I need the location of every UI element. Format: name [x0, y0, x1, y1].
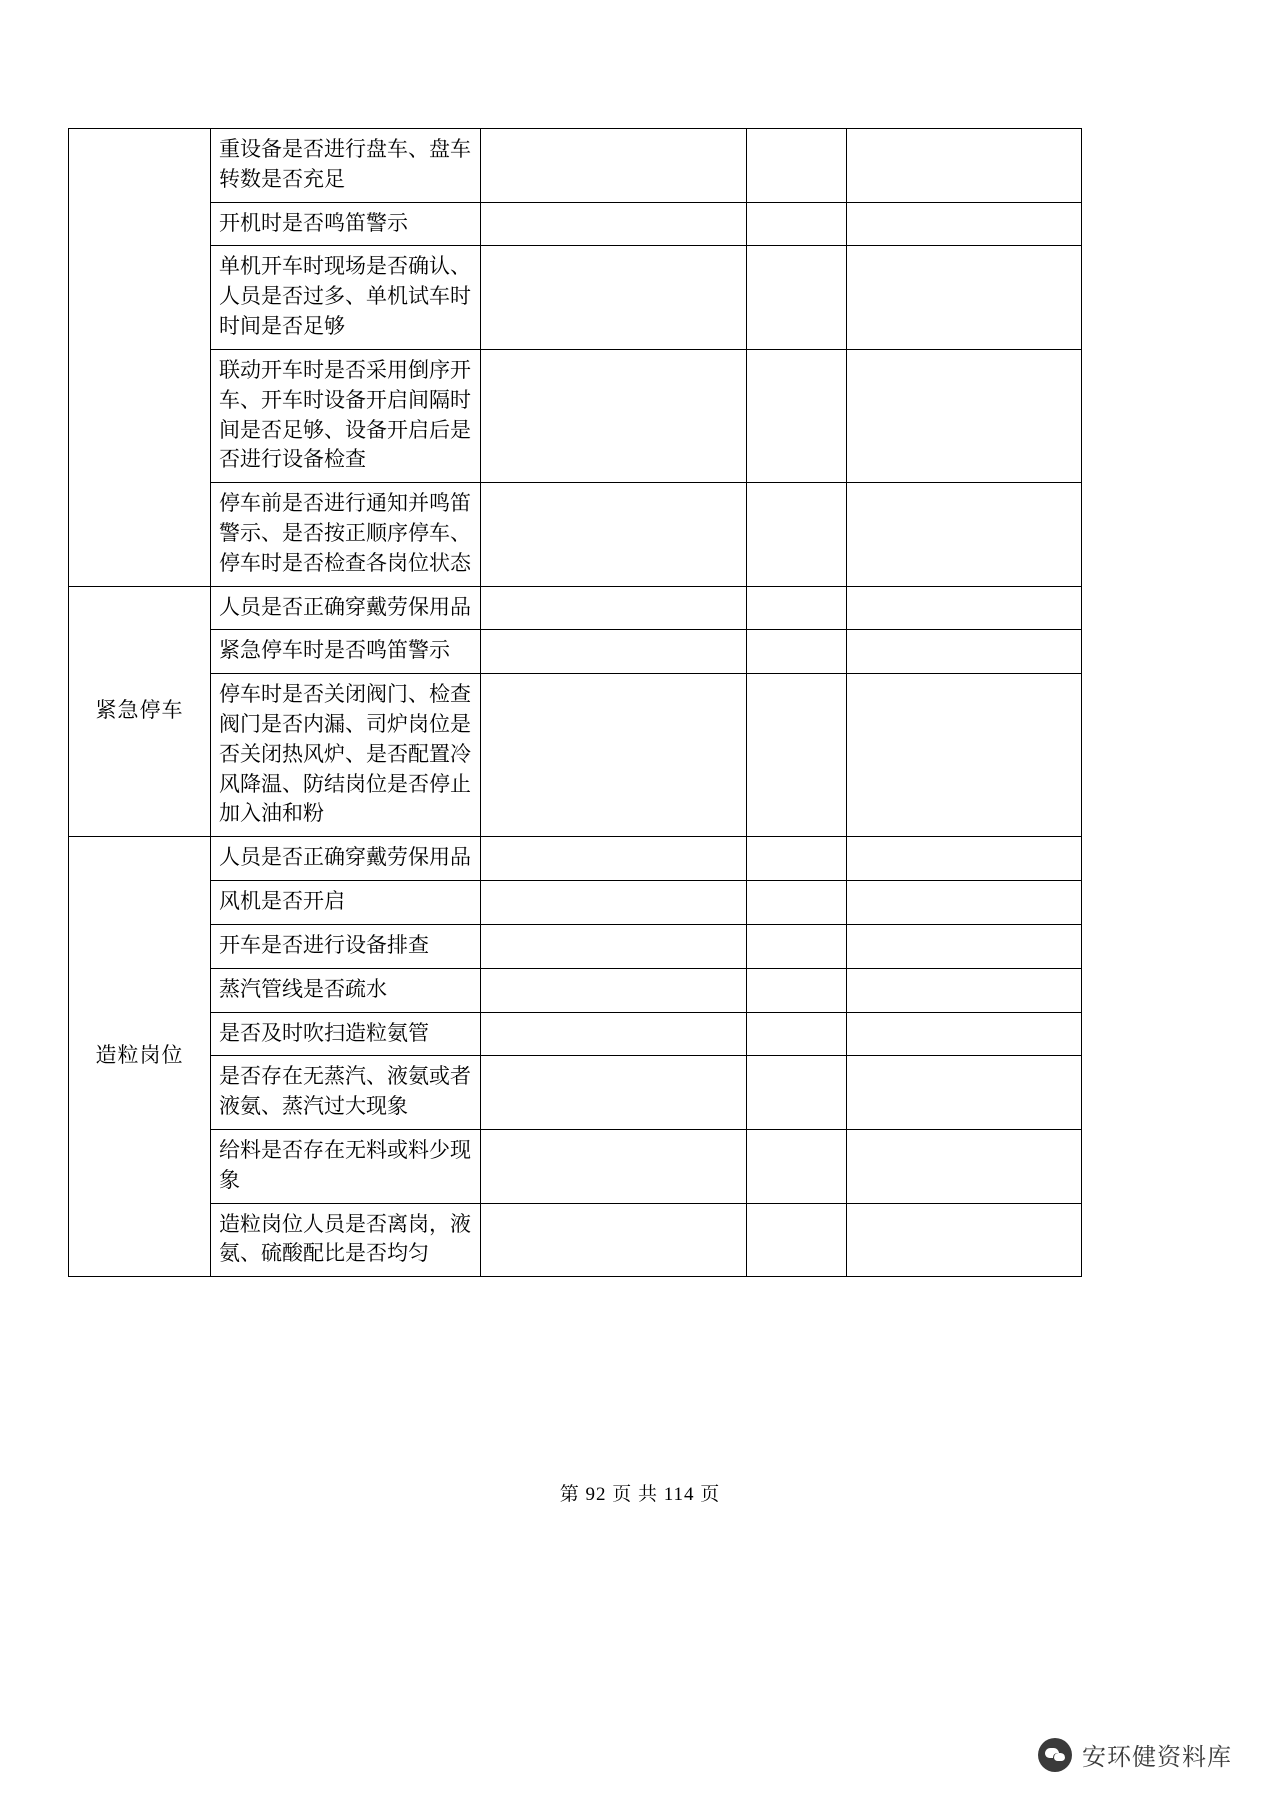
check-cell-c[interactable]	[747, 968, 847, 1012]
page-footer: 第 92 页 共 114 页	[559, 1484, 721, 1505]
check-cell-d[interactable]	[847, 129, 1082, 203]
item-cell: 停车前是否进行通知并鸣笛警示、是否按正顺序停车、停车时是否检查各岗位状态	[211, 483, 481, 586]
check-cell-b[interactable]	[481, 968, 747, 1012]
check-cell-b[interactable]	[481, 1012, 747, 1056]
item-cell: 重设备是否进行盘车、盘车转数是否充足	[211, 129, 481, 203]
check-cell-d[interactable]	[847, 630, 1082, 674]
watermark	[1038, 1737, 1232, 1772]
item-cell: 人员是否正确穿戴劳保用品	[211, 837, 481, 881]
wechat-icon	[1038, 1738, 1072, 1772]
table-row	[69, 630, 1082, 674]
item-cell: 风机是否开启	[211, 881, 481, 925]
item-cell: 是否存在无蒸汽、液氨或者液氨、蒸汽过大现象	[211, 1056, 481, 1130]
check-cell-b[interactable]	[481, 1203, 747, 1277]
table-row	[69, 1203, 1082, 1277]
table-row	[69, 586, 1082, 630]
check-cell-b[interactable]	[481, 483, 747, 586]
check-cell-b[interactable]	[481, 202, 747, 246]
check-cell-c[interactable]	[747, 586, 847, 630]
table-row	[69, 1129, 1082, 1203]
item-cell: 停车时是否关闭阀门、检查阀门是否内漏、司炉岗位是否关闭热风炉、是否配置冷风降温、防结岗位是否停止加入油和粉	[211, 674, 481, 837]
item-cell: 联动开车时是否采用倒序开车、开车时设备开启间隔时间是否足够、设备开启后是否进行设备检查	[211, 349, 481, 482]
check-cell-c[interactable]	[747, 349, 847, 482]
check-cell-b[interactable]	[481, 881, 747, 925]
table-row	[69, 202, 1082, 246]
check-cell-d[interactable]	[847, 968, 1082, 1012]
table-row	[69, 1012, 1082, 1056]
table-row	[69, 881, 1082, 925]
item-cell: 单机开车时现场是否确认、人员是否过多、单机试车时时间是否足够	[211, 246, 481, 349]
check-cell-d[interactable]	[847, 246, 1082, 349]
check-cell-c[interactable]	[747, 881, 847, 925]
check-cell-c[interactable]	[747, 129, 847, 203]
table-row	[69, 483, 1082, 586]
table-row	[69, 924, 1082, 968]
check-cell-c[interactable]	[747, 837, 847, 881]
item-cell: 给料是否存在无料或料少现象	[211, 1129, 481, 1203]
item-cell: 是否及时吹扫造粒氨管	[211, 1012, 481, 1056]
check-cell-c[interactable]	[747, 1203, 847, 1277]
check-cell-d[interactable]	[847, 1129, 1082, 1203]
item-cell: 开车是否进行设备排查	[211, 924, 481, 968]
check-cell-d[interactable]	[847, 1056, 1082, 1130]
table-row	[69, 129, 1082, 203]
check-cell-d[interactable]	[847, 674, 1082, 837]
inspection-checklist-table	[68, 128, 1082, 1277]
table-row	[69, 1056, 1082, 1130]
item-cell: 蒸汽管线是否疏水	[211, 968, 481, 1012]
table-row	[69, 349, 1082, 482]
check-cell-d[interactable]	[847, 1012, 1082, 1056]
check-cell-b[interactable]	[481, 586, 747, 630]
check-cell-b[interactable]	[481, 674, 747, 837]
check-cell-b[interactable]	[481, 349, 747, 482]
category-cell-开车停车	[69, 129, 211, 587]
check-cell-b[interactable]	[481, 1129, 747, 1203]
table-row	[69, 837, 1082, 881]
check-cell-b[interactable]	[481, 837, 747, 881]
check-cell-c[interactable]	[747, 1129, 847, 1203]
item-cell: 人员是否正确穿戴劳保用品	[211, 586, 481, 630]
table-row	[69, 246, 1082, 349]
check-cell-d[interactable]	[847, 483, 1082, 586]
check-cell-d[interactable]	[847, 837, 1082, 881]
check-cell-c[interactable]	[747, 924, 847, 968]
check-cell-c[interactable]	[747, 246, 847, 349]
item-cell: 紧急停车时是否鸣笛警示	[211, 630, 481, 674]
check-cell-c[interactable]	[747, 202, 847, 246]
check-cell-b[interactable]	[481, 924, 747, 968]
check-cell-c[interactable]	[747, 1056, 847, 1130]
check-cell-d[interactable]	[847, 349, 1082, 482]
check-cell-b[interactable]	[481, 129, 747, 203]
check-cell-b[interactable]	[481, 1056, 747, 1130]
check-cell-d[interactable]	[847, 1203, 1082, 1277]
check-cell-c[interactable]	[747, 483, 847, 586]
check-cell-c[interactable]	[747, 630, 847, 674]
category-cell-emergency-stop: 紧急停车	[69, 586, 211, 837]
check-cell-d[interactable]	[847, 202, 1082, 246]
check-cell-d[interactable]	[847, 924, 1082, 968]
item-cell: 造粒岗位人员是否离岗，液氨、硫酸配比是否均匀	[211, 1203, 481, 1277]
check-cell-d[interactable]	[847, 881, 1082, 925]
category-cell-granulation-post: 造粒岗位	[69, 837, 211, 1277]
table-row	[69, 968, 1082, 1012]
watermark-label: 安环健资料库	[1082, 1744, 1232, 1771]
check-cell-d[interactable]	[847, 586, 1082, 630]
check-cell-c[interactable]	[747, 1012, 847, 1056]
item-cell: 开机时是否鸣笛警示	[211, 202, 481, 246]
table-row	[69, 674, 1082, 837]
check-cell-b[interactable]	[481, 630, 747, 674]
check-cell-b[interactable]	[481, 246, 747, 349]
check-cell-c[interactable]	[747, 674, 847, 837]
